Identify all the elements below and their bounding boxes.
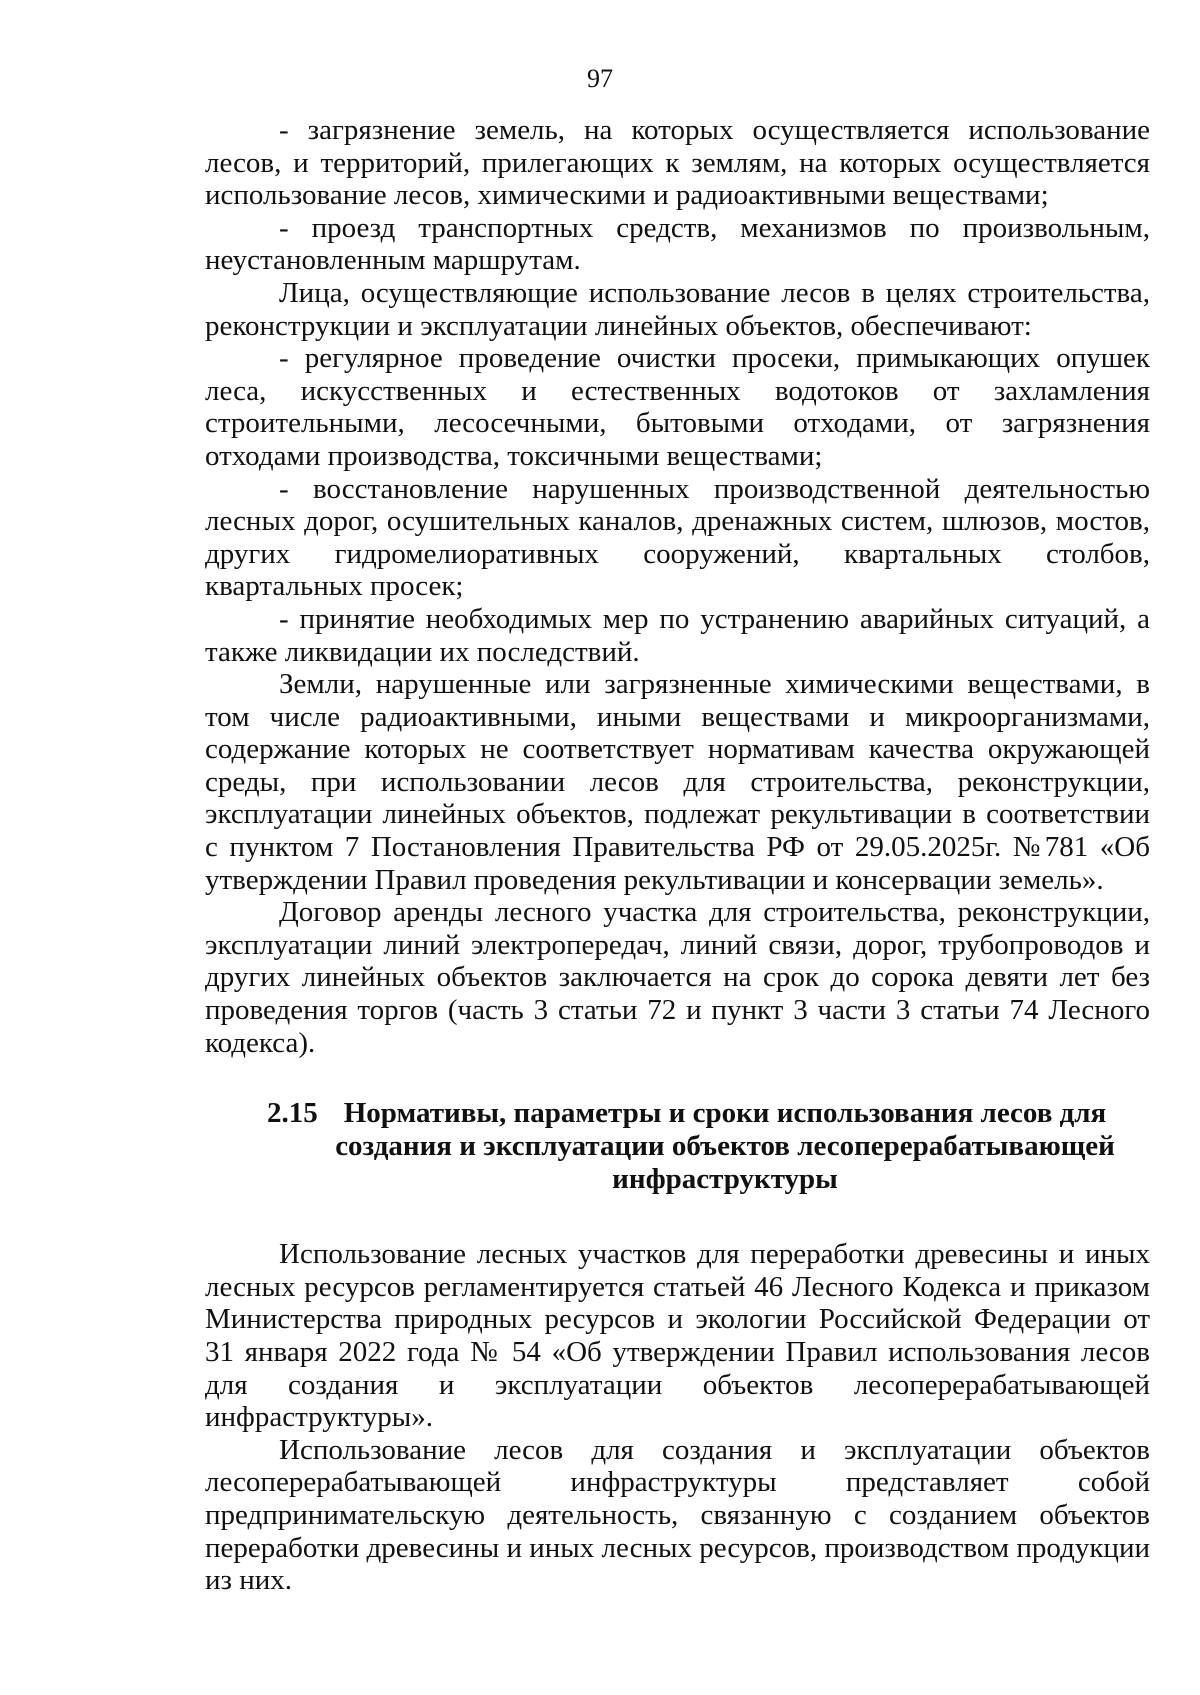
paragraph-business-activity: Использование лесов для создания и эксплуатации объектов лесоперерабатывающей инфраструктуры представляет собой предпринимательскую деятельность, связанную с созданием объектов переработки древесины и иных лесных ресурсов, производством продукции из них. bbox=[205, 1433, 1150, 1597]
page-number: 97 bbox=[587, 64, 613, 93]
paragraph-regulation: Использование лесных участков для переработки древесины и иных лесных ресурсов регламентируется статьей 46 Лесного Кодекса и приказом Министерства природных ресурсов и экологии Российской Федерации от 31 января 2022 года № 54 «Об утверждении Правил использования лесов для создания и эксплуатации объектов лесоперерабатывающей инфраструктуры». bbox=[205, 1238, 1150, 1434]
paragraph-vehicle-passage: - проезд транспортных средств, механизмов по произвольным, неустановленным маршрутам. bbox=[205, 211, 1150, 277]
paragraph-emergency-measures: - принятие необходимых мер по устранению аварийных ситуаций, а также ликвидации их последствий. bbox=[205, 602, 1150, 668]
paragraph-recultivation: Земли, нарушенные или загрязненные химическими веществами, в том числе радиоактивными, иными веществами и микроорганизмами, содержание которых не соответствует нормативам качества окружающей среды, при использовании лесов для строительства, реконструкции, эксплуатации линейных объектов, подлежат рекультивации в соответствии с пунктом 7 Постановления Правительства РФ от 29.05.2025г. №781 «Об утверждении Правил проведения рекультивации и консервации земель». bbox=[205, 668, 1150, 896]
heading-spacer bbox=[205, 1196, 1150, 1238]
paragraph-restoration: - восстановление нарушенных производственной деятельностью лесных дорог, осушительных каналов, дренажных систем, шлюзов, мостов, других гидромелиоративных сооружений, квартальных столбов, квартальных просек; bbox=[205, 472, 1150, 603]
section-title: Нормативы, параметры и сроки использования лесов для создания и эксплуатации объектов лесоперерабатывающей инфраструктуры bbox=[335, 1097, 1115, 1196]
paragraph-clearing-cleanup: - регулярное проведение очистки просеки, примыкающих опушек леса, искусственных и естественных водотоков от захламления строительными, лесосечными, бытовыми отходами, от загрязнения отходами производства, токсичными веществами; bbox=[205, 342, 1150, 472]
section-number: 2.15 bbox=[267, 1097, 318, 1130]
paragraph-lease-agreement: Договор аренды лесного участка для строительства, реконструкции, эксплуатации линий электропередач, линий связи, дорог, трубопроводов и других линейных объектов заключается на срок до сорока девяти лет без проведения торгов (часть 3 статьи 72 и пункт 3 части 3 статьи 74 Лесного кодекса). bbox=[205, 896, 1150, 1059]
paragraph-land-pollution: - загрязнение земель, на которых осуществляется использование лесов, и территорий, прилегающих к землям, на которых осуществляется использование лесов, химическими и радиоактивными веществами; bbox=[205, 114, 1150, 212]
paragraph-obligations-intro: Лица, осуществляющие использование лесов в целях строительства, реконструкции и эксплуатации линейных объектов, обеспечивают: bbox=[205, 276, 1150, 342]
section-heading bbox=[205, 1097, 1150, 1196]
section-spacer bbox=[205, 1059, 1150, 1097]
page-body bbox=[205, 114, 1150, 1597]
